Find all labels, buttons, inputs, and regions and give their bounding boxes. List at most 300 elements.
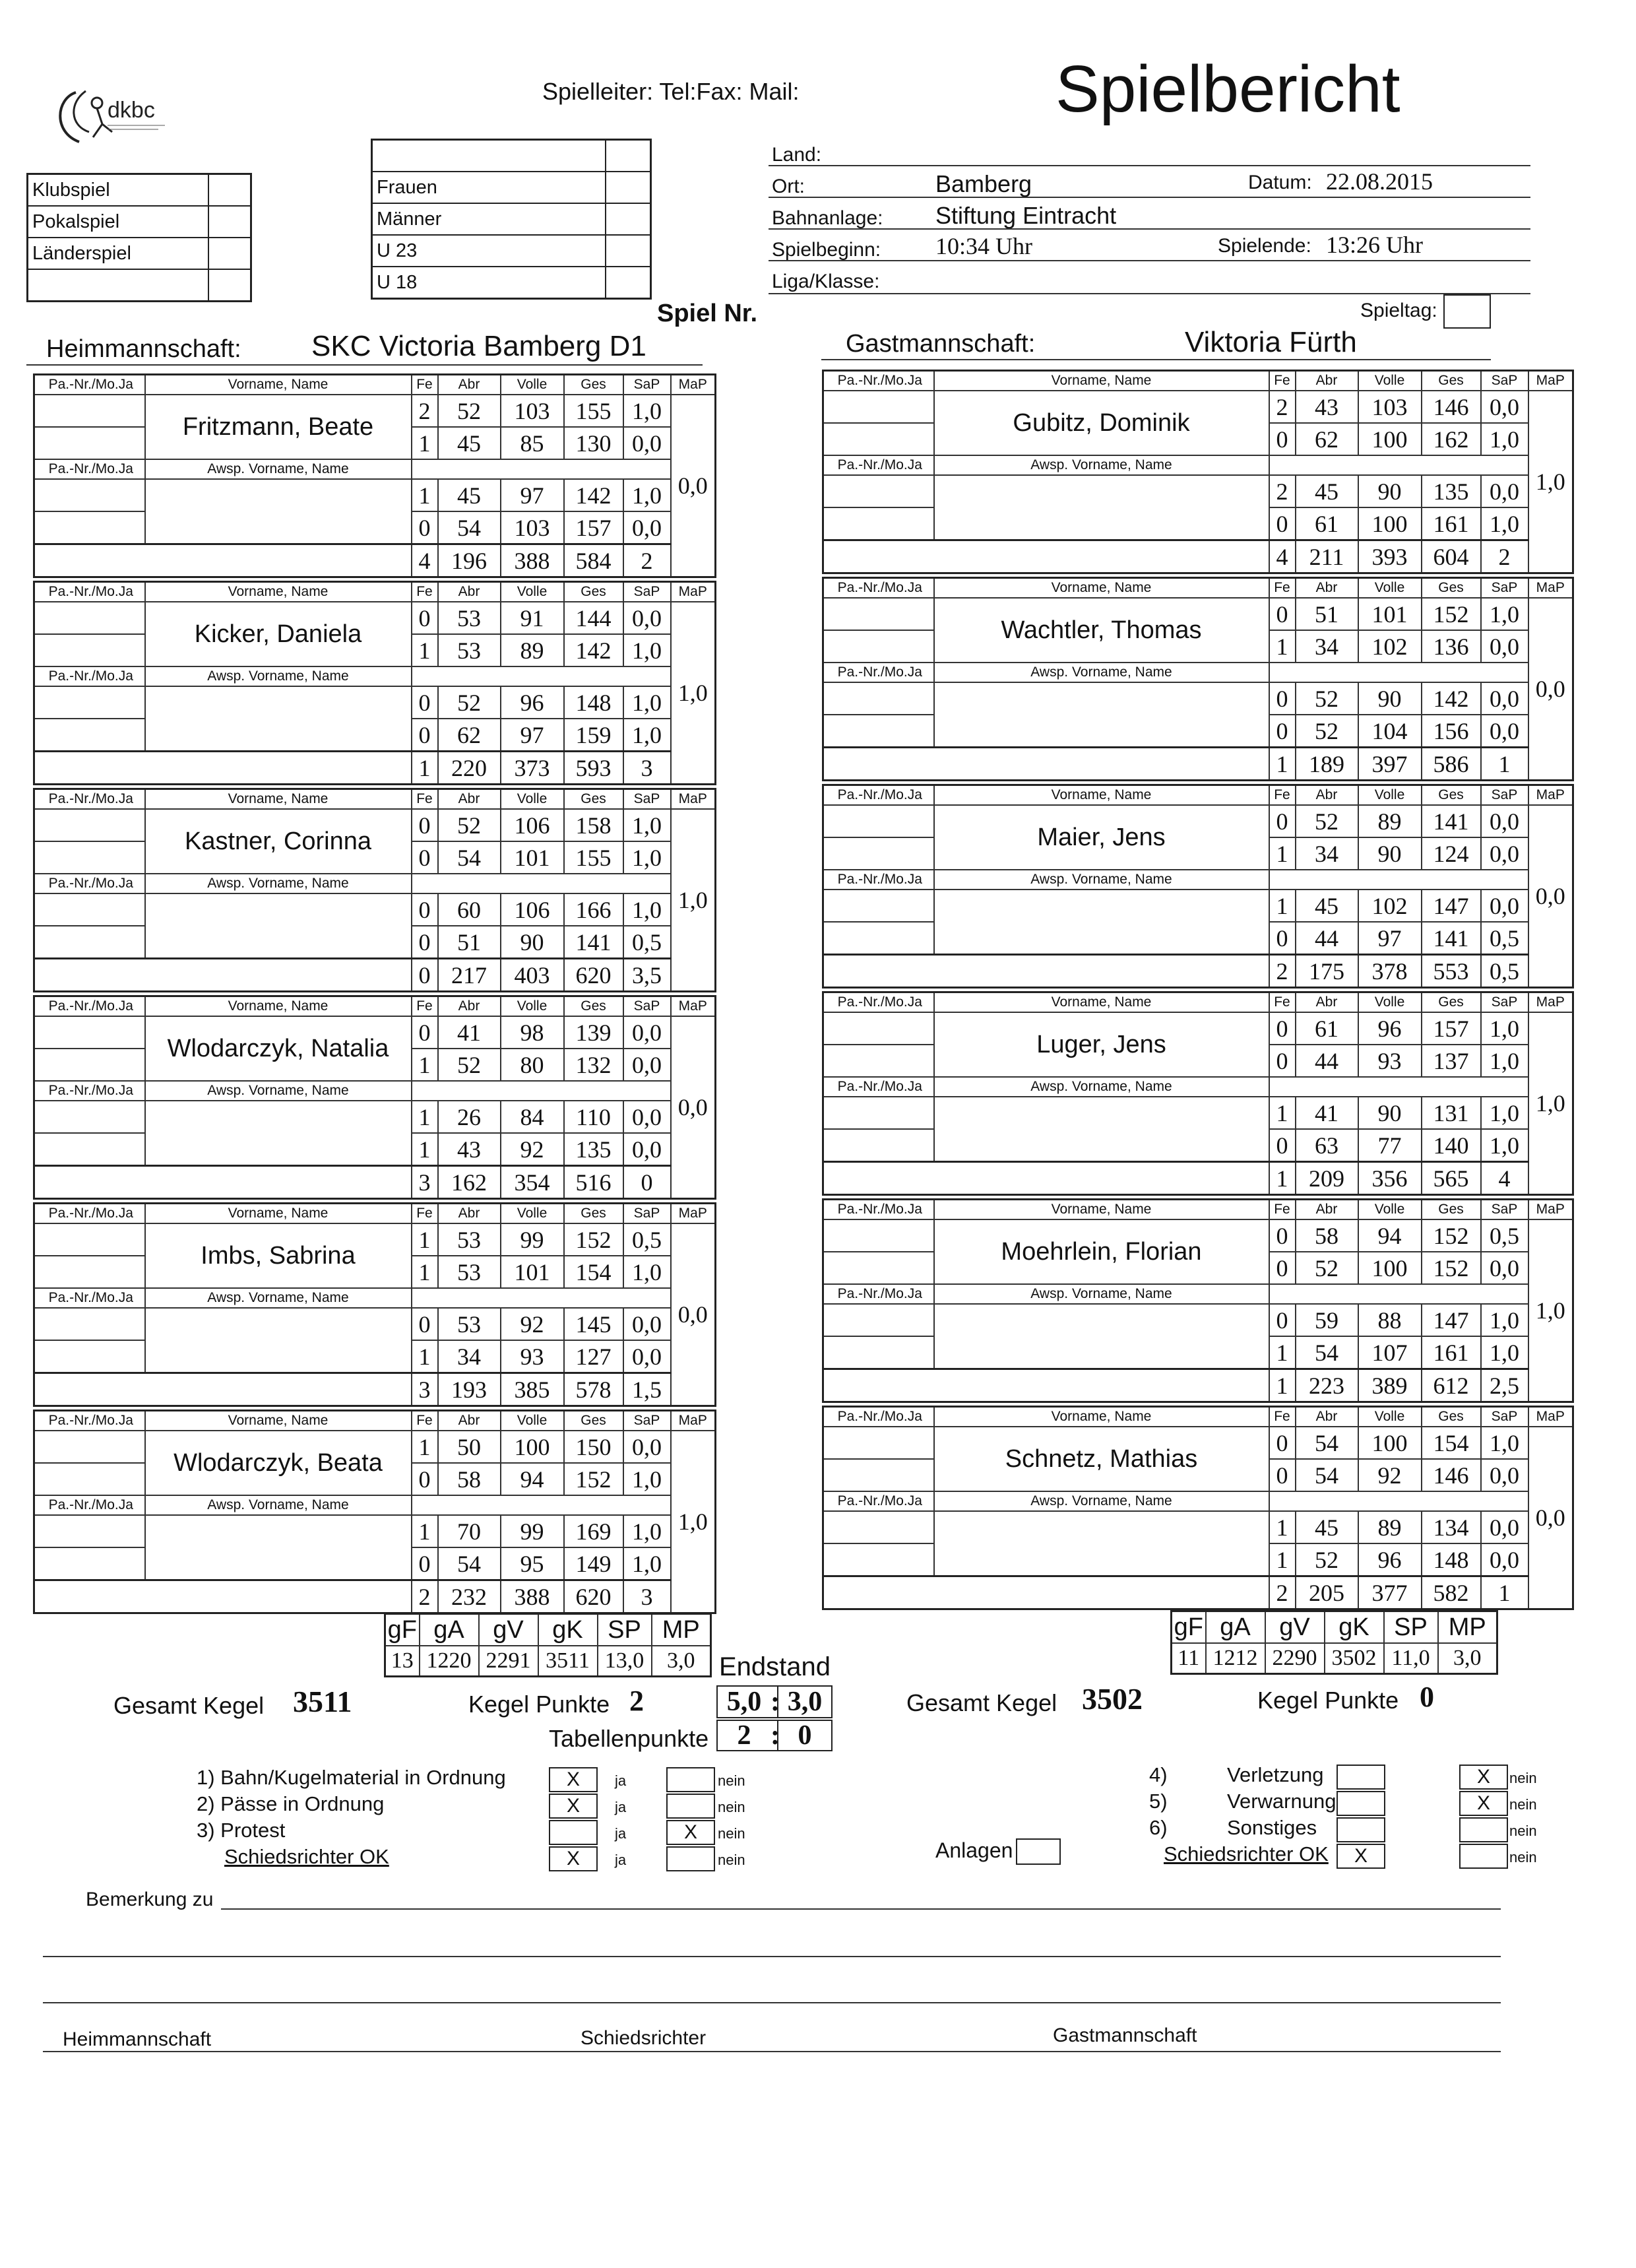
- vorname-label: Vorname, Name: [934, 1407, 1269, 1427]
- pa-nr-field[interactable]: [34, 1101, 145, 1133]
- total-cell: 578: [564, 1373, 623, 1406]
- score-cell: 148: [1422, 1543, 1481, 1576]
- score-cell: 54: [1296, 1427, 1358, 1459]
- score-cell: 85: [501, 427, 564, 459]
- score-cell: 0: [1269, 1459, 1296, 1491]
- total-cell: 397: [1358, 748, 1422, 781]
- summary-header: gK: [1325, 1611, 1384, 1644]
- summary-value: 11,0: [1384, 1643, 1438, 1674]
- pa-nr-label: Pa.-Nr./Mo.Ja: [34, 1204, 145, 1224]
- player-table: [822, 1198, 1574, 1403]
- score-cell: 0: [412, 926, 438, 959]
- sap-header: SaP: [623, 1411, 671, 1431]
- total-cell: 1: [1269, 748, 1296, 781]
- total-cell: 385: [501, 1373, 564, 1406]
- map-value: 0,0: [1528, 598, 1573, 781]
- pa-nr-label: Pa.-Nr./Mo.Ja: [823, 1284, 934, 1304]
- map-header: MaP: [671, 1411, 716, 1431]
- total-cell: 1: [1481, 1576, 1528, 1609]
- total-cell: 0,5: [1481, 955, 1528, 988]
- pa-nr-label: Pa.-Nr./Mo.Ja: [823, 663, 934, 682]
- awsp-name-field[interactable]: [145, 1308, 412, 1373]
- player-name: Wlodarczyk, Beata: [145, 1431, 412, 1495]
- match-type-table: [26, 173, 252, 302]
- awsp-name-field[interactable]: [145, 686, 412, 752]
- pa-nr-field[interactable]: [34, 1133, 145, 1166]
- score-cell: 90: [501, 926, 564, 959]
- score-cell: 106: [501, 893, 564, 926]
- score-cell: 135: [564, 1133, 623, 1166]
- pa-nr-field[interactable]: [823, 1511, 934, 1543]
- summary-header: gF: [1172, 1611, 1206, 1644]
- score-cell: 97: [1358, 922, 1422, 955]
- pa-nr-label: Pa.-Nr./Mo.Ja: [823, 992, 934, 1013]
- pa-nr-field[interactable]: [34, 686, 145, 719]
- pa-nr-field[interactable]: [34, 1256, 145, 1288]
- pa-nr-field[interactable]: [823, 1304, 934, 1336]
- pa-nr-field[interactable]: [34, 1515, 145, 1547]
- checklist-item-label: Schiedsrichter OK: [1164, 1842, 1329, 1865]
- awsp-name-field[interactable]: [934, 1511, 1269, 1576]
- score-cell: 43: [1296, 391, 1358, 423]
- score-cell: 0,0: [1481, 715, 1528, 748]
- nein-checkbox[interactable]: [666, 1794, 715, 1819]
- sap-header: SaP: [623, 1204, 671, 1224]
- pa-nr-field[interactable]: [34, 719, 145, 752]
- total-cell: 3: [412, 1166, 438, 1199]
- score-cell: 132: [564, 1049, 623, 1081]
- signature-referee-label: Schiedsrichter: [581, 2027, 707, 2049]
- awsp-name-field[interactable]: [145, 1515, 412, 1580]
- score-cell: 52: [438, 686, 501, 719]
- score-cell: 45: [1296, 1511, 1358, 1543]
- fe-header: Fe: [412, 582, 438, 602]
- volle-header: Volle: [1358, 371, 1422, 391]
- pa-nr-field[interactable]: [823, 507, 934, 540]
- total-spacer: [823, 748, 1269, 781]
- player-table: [822, 784, 1574, 988]
- score-cell: 0,0: [623, 1431, 671, 1463]
- pa-nr-field[interactable]: [823, 423, 934, 455]
- awsp-name-field[interactable]: [934, 890, 1269, 955]
- score-cell: 1,0: [1481, 1045, 1528, 1077]
- spielbeginn-value: 10:34 Uhr: [935, 233, 1032, 259]
- ja-checkbox[interactable]: X: [549, 1767, 598, 1792]
- score-cell: 102: [1358, 890, 1422, 922]
- player-table: [33, 1202, 716, 1407]
- pa-nr-field[interactable]: [823, 1427, 934, 1459]
- score-cell: 61: [1296, 507, 1358, 540]
- map-value: 1,0: [1528, 1012, 1573, 1195]
- score-cell: 101: [1358, 598, 1422, 630]
- ja-checkbox[interactable]: X: [549, 1794, 598, 1819]
- score-cell: 1: [1269, 630, 1296, 663]
- score-cell: 52: [1296, 682, 1358, 715]
- volle-header: Volle: [501, 1204, 564, 1224]
- score-cell: 34: [1296, 630, 1358, 663]
- nein-checkbox[interactable]: [666, 1767, 715, 1792]
- score-cell: 136: [1422, 630, 1481, 663]
- total-cell: 620: [564, 959, 623, 992]
- score-cell: 89: [501, 634, 564, 666]
- score-cell: 152: [1422, 1219, 1481, 1252]
- summary-header: MP: [1438, 1611, 1497, 1644]
- volle-header: Volle: [501, 789, 564, 810]
- map-value: 1,0: [671, 809, 716, 992]
- nein-checkbox[interactable]: X: [1459, 1765, 1508, 1790]
- checklist-item-label: Schiedsrichter OK: [224, 1845, 389, 1868]
- category-label: U 23: [372, 235, 606, 267]
- summary-value: 3511: [538, 1646, 598, 1677]
- map-header: MaP: [1528, 578, 1573, 599]
- total-cell: 516: [564, 1166, 623, 1199]
- summary-header: SP: [1384, 1611, 1438, 1644]
- score-cell: 0,0: [1481, 805, 1528, 837]
- score-cell: 1: [412, 427, 438, 459]
- pa-nr-label: Pa.-Nr./Mo.Ja: [34, 1081, 145, 1101]
- pa-nr-field[interactable]: [823, 805, 934, 837]
- score-cell: 54: [438, 841, 501, 874]
- fe-header: Fe: [412, 375, 438, 395]
- pa-nr-field[interactable]: [34, 926, 145, 959]
- score-cell: 152: [1422, 1252, 1481, 1284]
- match-type-checkbox[interactable]: [208, 174, 251, 207]
- volle-header: Volle: [1358, 1200, 1422, 1220]
- checklist-checkbox[interactable]: [1337, 1791, 1385, 1816]
- pa-nr-label: Pa.-Nr./Mo.Ja: [823, 1200, 934, 1220]
- pa-nr-field[interactable]: [34, 1223, 145, 1256]
- map-value: 0,0: [671, 395, 716, 577]
- pa-nr-field[interactable]: [34, 602, 145, 634]
- pa-nr-field[interactable]: [34, 1308, 145, 1340]
- nein-checkbox[interactable]: [1459, 1817, 1508, 1842]
- score-cell: 152: [564, 1463, 623, 1495]
- score-cell: 1,0: [623, 479, 671, 511]
- awsp-name-field[interactable]: [145, 479, 412, 544]
- pa-nr-field[interactable]: [823, 1045, 934, 1077]
- score-cell: 100: [1358, 1427, 1422, 1459]
- map-header: MaP: [1528, 1407, 1573, 1427]
- score-cell: 2: [1269, 391, 1296, 423]
- pa-nr-field[interactable]: [34, 1049, 145, 1081]
- pa-nr-field[interactable]: [34, 1340, 145, 1373]
- pa-nr-field[interactable]: [34, 395, 145, 427]
- score-cell: 97: [501, 479, 564, 511]
- score-cell: 0: [1269, 1129, 1296, 1162]
- pa-nr-field[interactable]: [823, 1097, 934, 1129]
- score-cell: 1: [412, 1431, 438, 1463]
- score-cell: 1: [412, 1515, 438, 1547]
- category-checkbox[interactable]: [606, 203, 651, 235]
- pa-nr-field[interactable]: [34, 1463, 145, 1495]
- total-cell: 3,5: [623, 959, 671, 992]
- score-cell: 89: [1358, 1511, 1422, 1543]
- ges-header: Ges: [564, 996, 623, 1017]
- liga-label: Liga/Klasse:: [772, 271, 880, 292]
- score-cell: 0,0: [623, 1101, 671, 1133]
- awsp-name-field[interactable]: [145, 1101, 412, 1166]
- guest-team-label: Gastmannschaft:: [846, 330, 1036, 358]
- nein-checkbox[interactable]: [666, 1846, 715, 1871]
- pa-nr-field[interactable]: [823, 1252, 934, 1284]
- land-label: Land:: [772, 144, 822, 166]
- ja-checkbox[interactable]: [549, 1820, 598, 1845]
- pa-nr-field[interactable]: [823, 630, 934, 663]
- total-cell: 604: [1422, 540, 1481, 573]
- score-cell: 144: [564, 602, 623, 634]
- player-table: [33, 373, 716, 578]
- score-cell: 0: [1269, 922, 1296, 955]
- player-name: Moehrlein, Florian: [934, 1219, 1269, 1284]
- pa-nr-field[interactable]: [34, 841, 145, 874]
- nein-checkbox[interactable]: X: [666, 1820, 715, 1845]
- total-cell: 593: [564, 752, 623, 785]
- map-header: MaP: [1528, 1200, 1573, 1220]
- nein-label: nein: [718, 1772, 745, 1789]
- signature-guest-label: Gastmannschaft: [1053, 2025, 1197, 2046]
- score-cell: 140: [1422, 1129, 1481, 1162]
- score-cell: 146: [1422, 1459, 1481, 1491]
- category-label: Männer: [372, 203, 606, 235]
- total-cell: 189: [1296, 748, 1358, 781]
- checklist-item-label: 1) Bahn/Kugelmaterial in Ordnung: [197, 1766, 506, 1789]
- score-cell: 0: [1269, 682, 1296, 715]
- score-cell: 1,0: [623, 1463, 671, 1495]
- category-checkbox[interactable]: [606, 267, 651, 299]
- awsp-name-field[interactable]: [145, 893, 412, 959]
- score-cell: 0: [1269, 1304, 1296, 1336]
- pa-nr-field[interactable]: [34, 1431, 145, 1463]
- total-spacer: [823, 955, 1269, 988]
- ja-label: ja: [615, 1772, 627, 1789]
- score-cell: 157: [564, 511, 623, 544]
- bemerkung-label: Bemerkung zu: [86, 1889, 214, 1910]
- checklist-checkbox[interactable]: [1337, 1817, 1385, 1842]
- score-cell: 103: [501, 511, 564, 544]
- category-checkbox[interactable]: [606, 172, 651, 203]
- score-cell: 62: [438, 719, 501, 752]
- pa-nr-field[interactable]: [823, 1336, 934, 1369]
- pa-nr-field[interactable]: [823, 598, 934, 630]
- score-cell: 0: [412, 1308, 438, 1340]
- score-cell: 110: [564, 1101, 623, 1133]
- map-header: MaP: [671, 1204, 716, 1224]
- pa-nr-field[interactable]: [34, 1016, 145, 1049]
- pa-nr-field[interactable]: [823, 715, 934, 748]
- pa-nr-field[interactable]: [34, 1547, 145, 1580]
- score-cell: 0: [412, 602, 438, 634]
- pa-nr-field[interactable]: [34, 634, 145, 666]
- spacer: [1269, 455, 1528, 475]
- pa-nr-field[interactable]: [34, 809, 145, 841]
- score-cell: 0,0: [623, 1049, 671, 1081]
- score-cell: 0: [1269, 598, 1296, 630]
- ja-label: ja: [615, 1852, 627, 1868]
- pa-nr-field[interactable]: [34, 511, 145, 544]
- score-cell: 44: [1296, 922, 1358, 955]
- nein-checkbox[interactable]: [1459, 1844, 1508, 1869]
- total-cell: 232: [438, 1580, 501, 1613]
- abr-header: Abr: [438, 996, 501, 1017]
- vorname-label: Vorname, Name: [934, 371, 1269, 391]
- score-cell: 95: [501, 1547, 564, 1580]
- total-spacer: [34, 544, 412, 577]
- map-header: MaP: [671, 789, 716, 810]
- abr-header: Abr: [1296, 578, 1358, 599]
- nein-checkbox[interactable]: X: [1459, 1791, 1508, 1816]
- total-cell: 389: [1358, 1369, 1422, 1402]
- pa-nr-label: Pa.-Nr./Mo.Ja: [34, 582, 145, 602]
- score-cell: 0: [412, 1016, 438, 1049]
- total-spacer: [34, 959, 412, 992]
- fe-header: Fe: [1269, 371, 1296, 391]
- total-cell: 393: [1358, 540, 1422, 573]
- pa-nr-field[interactable]: [823, 922, 934, 955]
- score-cell: 96: [1358, 1543, 1422, 1576]
- score-cell: 0: [412, 841, 438, 874]
- spacer: [412, 459, 671, 479]
- bemerkung-line[interactable]: [221, 1908, 1501, 1910]
- match-type-checkbox[interactable]: [208, 238, 251, 269]
- score-cell: 58: [438, 1463, 501, 1495]
- spieltag-field[interactable]: [1443, 294, 1491, 329]
- score-cell: 148: [564, 686, 623, 719]
- total-spacer: [34, 752, 412, 785]
- pa-nr-field[interactable]: [823, 1129, 934, 1162]
- match-type-checkbox[interactable]: [208, 206, 251, 238]
- pa-nr-field[interactable]: [823, 682, 934, 715]
- bemerkung-line[interactable]: [43, 2002, 1501, 2003]
- awsp-label: Awsp. Vorname, Name: [934, 663, 1269, 682]
- pa-nr-label: Pa.-Nr./Mo.Ja: [34, 1411, 145, 1431]
- pa-nr-field[interactable]: [823, 890, 934, 922]
- map-header: MaP: [1528, 371, 1573, 391]
- sap-header: SaP: [1481, 578, 1528, 599]
- score-cell: 50: [438, 1431, 501, 1463]
- match-type-checkbox[interactable]: [208, 269, 251, 302]
- awsp-name-field[interactable]: [934, 682, 1269, 748]
- category-label: Frauen: [372, 172, 606, 203]
- total-cell: 162: [438, 1166, 501, 1199]
- category-label: U 18: [372, 267, 606, 299]
- abr-header: Abr: [438, 375, 501, 395]
- player-name: Gubitz, Dominik: [934, 391, 1269, 455]
- pa-nr-field[interactable]: [823, 1219, 934, 1252]
- checklist-checkbox[interactable]: [1337, 1765, 1385, 1790]
- score-cell: 152: [564, 1223, 623, 1256]
- ges-header: Ges: [564, 582, 623, 602]
- awsp-name-field[interactable]: [934, 1304, 1269, 1369]
- tabellenpunkte-score: 2 : 0: [716, 1720, 833, 1751]
- score-cell: 104: [1358, 715, 1422, 748]
- vorname-label: Vorname, Name: [934, 578, 1269, 599]
- score-cell: 1,0: [1481, 1427, 1528, 1459]
- bahnanlage-label: Bahnanlage:: [772, 207, 883, 229]
- awsp-name-field[interactable]: [934, 475, 1269, 540]
- bemerkung-line[interactable]: [43, 1956, 1501, 1957]
- pa-nr-field[interactable]: [34, 479, 145, 511]
- pa-nr-field[interactable]: [34, 427, 145, 459]
- page-title: Spielbericht: [1055, 52, 1400, 126]
- pa-nr-field[interactable]: [823, 475, 934, 507]
- score-cell: 0,0: [1481, 391, 1528, 423]
- pa-nr-field[interactable]: [823, 1459, 934, 1491]
- score-cell: 0: [1269, 1427, 1296, 1459]
- score-cell: 94: [501, 1463, 564, 1495]
- score-cell: 0: [1269, 1252, 1296, 1284]
- pa-nr-label: Pa.-Nr./Mo.Ja: [823, 455, 934, 475]
- ges-header: Ges: [564, 1204, 623, 1224]
- score-cell: 1,0: [1481, 598, 1528, 630]
- summary-value: 13: [385, 1646, 420, 1677]
- score-cell: 0,0: [623, 511, 671, 544]
- anlagen-checkbox[interactable]: [1016, 1838, 1061, 1865]
- score-cell: 1,0: [1481, 1129, 1528, 1162]
- score-cell: 1: [1269, 1336, 1296, 1369]
- total-cell: 4: [1481, 1162, 1528, 1195]
- score-cell: 1,0: [1481, 423, 1528, 455]
- nein-label: nein: [718, 1825, 745, 1842]
- score-cell: 142: [564, 479, 623, 511]
- score-cell: 0: [412, 1547, 438, 1580]
- total-cell: 217: [438, 959, 501, 992]
- pa-nr-label: Pa.-Nr./Mo.Ja: [823, 1077, 934, 1097]
- pa-nr-field[interactable]: [823, 837, 934, 870]
- tabellenpunkte-guest: 0: [777, 1721, 831, 1750]
- pa-nr-label: Pa.-Nr./Mo.Ja: [34, 996, 145, 1017]
- map-header: MaP: [1528, 992, 1573, 1013]
- category-checkbox[interactable]: [606, 235, 651, 267]
- pa-nr-field[interactable]: [823, 391, 934, 423]
- sap-header: SaP: [1481, 1407, 1528, 1427]
- map-header: MaP: [671, 996, 716, 1017]
- score-cell: 0,5: [1481, 1219, 1528, 1252]
- awsp-name-field[interactable]: [934, 1097, 1269, 1162]
- spieltag-label: Spieltag:: [1360, 300, 1437, 321]
- score-cell: 145: [564, 1308, 623, 1340]
- score-cell: 94: [1358, 1219, 1422, 1252]
- score-cell: 1: [412, 1049, 438, 1081]
- awsp-label: Awsp. Vorname, Name: [145, 874, 412, 893]
- nein-label: nein: [1509, 1849, 1537, 1865]
- score-cell: 54: [1296, 1336, 1358, 1369]
- ja-checkbox[interactable]: X: [549, 1846, 598, 1871]
- pa-nr-field[interactable]: [823, 1543, 934, 1576]
- score-cell: 0,0: [623, 1308, 671, 1340]
- pa-nr-field[interactable]: [34, 893, 145, 926]
- score-cell: 90: [1358, 682, 1422, 715]
- checklist-checkbox[interactable]: X: [1337, 1844, 1385, 1869]
- score-cell: 0: [1269, 423, 1296, 455]
- guest-team-name: Viktoria Fürth: [1185, 326, 1357, 358]
- fe-header: Fe: [1269, 578, 1296, 599]
- pa-nr-field[interactable]: [823, 1012, 934, 1045]
- total-cell: 205: [1296, 1576, 1358, 1609]
- sap-header: SaP: [623, 375, 671, 395]
- checklist-item-number: 4): [1149, 1763, 1168, 1786]
- score-cell: 159: [564, 719, 623, 752]
- score-cell: 101: [501, 1256, 564, 1288]
- score-cell: 147: [1422, 890, 1481, 922]
- score-cell: 0: [412, 511, 438, 544]
- score-cell: 1,0: [623, 1547, 671, 1580]
- score-cell: 62: [1296, 423, 1358, 455]
- checklist-item-label: Verwarnung: [1227, 1790, 1337, 1813]
- score-cell: 0,0: [1481, 890, 1528, 922]
- score-cell: 92: [1358, 1459, 1422, 1491]
- awsp-label: Awsp. Vorname, Name: [145, 459, 412, 479]
- summary-header: MP: [652, 1614, 711, 1646]
